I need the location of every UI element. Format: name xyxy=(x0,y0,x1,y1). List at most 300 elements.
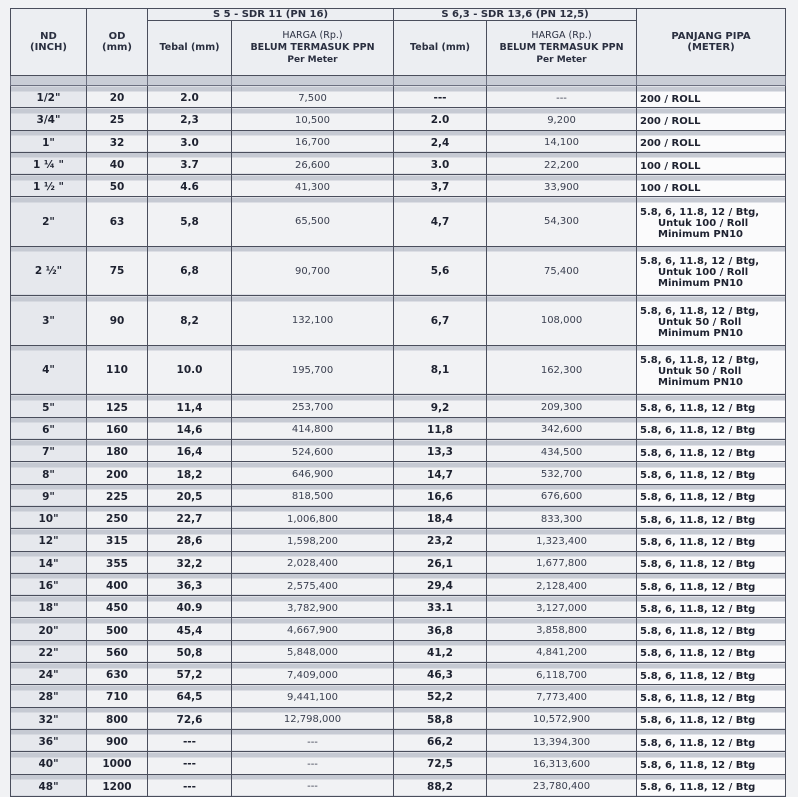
panjang-cell xyxy=(637,640,786,662)
harga-sdr11-cell xyxy=(232,618,394,640)
harga-sdr11-cell xyxy=(232,345,394,395)
harga-sdr13-cell xyxy=(487,685,637,707)
panjang-cell xyxy=(637,462,786,484)
header-tebal-2: Tebal (mm) xyxy=(394,21,487,76)
panjang-cell xyxy=(637,529,786,551)
panjang-lines xyxy=(640,133,785,149)
tebal-sdr13-cell-value: 66,2 xyxy=(427,736,453,749)
tebal-sdr13-cell xyxy=(394,296,487,346)
tebal-sdr11-cell-value: 18,2 xyxy=(176,468,203,481)
panjang-line: 200 / ROLL xyxy=(640,115,701,127)
table-row xyxy=(11,197,786,247)
tebal-sdr11-cell-value: 16,4 xyxy=(176,446,203,459)
harga-sdr11-cell xyxy=(232,529,394,551)
tebal-sdr13-cell xyxy=(394,729,487,751)
nd-cell xyxy=(11,551,87,573)
header-od-line1: OD xyxy=(108,31,126,42)
od-cell xyxy=(87,296,148,346)
panjang-cell xyxy=(637,573,786,595)
tebal-sdr11-cell-value: 5,8 xyxy=(180,215,199,228)
panjang-cell xyxy=(637,417,786,439)
harga-sdr13-cell xyxy=(487,484,637,506)
tebal-sdr13-cell xyxy=(394,108,487,130)
tebal-sdr11-cell-value: --- xyxy=(182,758,197,771)
tebal-sdr13-cell xyxy=(394,484,487,506)
panjang-lines xyxy=(640,688,785,704)
panjang-line: 5.8, 6, 11.8, 12 / Btg xyxy=(640,559,756,571)
tebal-sdr13-cell xyxy=(394,618,487,640)
header-nd-line2: (INCH) xyxy=(30,42,67,53)
nd-cell-value: 28" xyxy=(38,691,59,704)
panjang-cell xyxy=(637,551,786,573)
tebal-sdr13-cell xyxy=(394,506,487,528)
panjang-line: 5.8, 6, 11.8, 12 / Btg xyxy=(640,715,756,727)
header-od-line2: (mm) xyxy=(102,42,132,53)
tebal-sdr13-cell xyxy=(394,130,487,152)
tebal-sdr13-cell-value: 36,8 xyxy=(427,624,453,637)
nd-cell-value: 1 ½ " xyxy=(33,181,64,194)
panjang-line: 5.8, 6, 11.8, 12 / Btg xyxy=(640,737,756,749)
harga-sdr13-cell-value: 14,100 xyxy=(544,137,580,149)
od-cell-value: 355 xyxy=(106,557,128,570)
panjang-line: 5.8, 6, 11.8, 12 / Btg xyxy=(640,670,756,682)
panjang-line: 200 / ROLL xyxy=(640,138,701,150)
tebal-sdr13-cell-value: 9,2 xyxy=(430,401,450,414)
harga-sdr13-cell xyxy=(487,197,637,247)
tebal-sdr13-cell xyxy=(394,86,487,108)
panjang-line: 5.8, 6, 11.8, 12 / Btg xyxy=(640,581,756,593)
nd-cell xyxy=(11,596,87,618)
harga-sdr11-cell-value: 2,575,400 xyxy=(287,580,338,592)
tebal-sdr11-cell xyxy=(148,752,232,774)
harga-sdr13-cell-value: 3,858,800 xyxy=(536,625,587,637)
panjang-line: 5.8, 6, 11.8, 12 / Btg xyxy=(640,514,756,526)
tebal-sdr13-cell-value: 33.1 xyxy=(427,602,453,615)
nd-cell-value: 18" xyxy=(38,602,59,615)
panjang-line: Untuk 50 / Roll xyxy=(658,366,742,378)
od-cell-value: 200 xyxy=(106,468,128,481)
table-body xyxy=(11,76,786,797)
harga-sdr11-cell xyxy=(232,246,394,296)
harga-sdr11-cell-value: 12,798,000 xyxy=(283,714,342,726)
header-harga-2-line1: HARGA (Rp.) xyxy=(531,30,592,41)
harga-sdr11-cell xyxy=(232,551,394,573)
tebal-sdr13-cell xyxy=(394,440,487,462)
harga-sdr11-cell-value: --- xyxy=(307,781,318,793)
panjang-cell xyxy=(637,596,786,618)
harga-sdr11-cell xyxy=(232,152,394,174)
od-cell xyxy=(87,774,148,796)
harga-sdr11-cell-value: 16,700 xyxy=(295,137,330,149)
header-group-sdr13: S 6,3 - SDR 13,6 (PN 12,5) xyxy=(394,9,637,21)
panjang-cell xyxy=(637,663,786,685)
panjang-lines xyxy=(640,465,785,481)
nd-cell xyxy=(11,130,87,152)
harga-sdr13-cell-value: 6,118,700 xyxy=(536,669,587,681)
header-tebal-1: Tebal (mm) xyxy=(148,21,232,76)
tebal-sdr11-cell xyxy=(148,175,232,197)
harga-sdr13-cell-value: 434,500 xyxy=(540,446,583,458)
od-cell xyxy=(87,246,148,296)
tebal-sdr11-cell-value: 45,4 xyxy=(176,624,203,637)
tebal-sdr11-cell-value: 28,6 xyxy=(176,535,203,548)
nd-cell xyxy=(11,640,87,662)
panjang-cell xyxy=(637,246,786,296)
harga-sdr11-cell xyxy=(232,130,394,152)
tebal-sdr11-cell-value: 14,6 xyxy=(176,423,203,436)
tebal-sdr11-cell xyxy=(148,440,232,462)
tebal-sdr11-cell-value: --- xyxy=(182,780,197,793)
od-cell xyxy=(87,395,148,417)
nd-cell xyxy=(11,707,87,729)
harga-sdr11-cell-value: 2,028,400 xyxy=(287,558,338,570)
panjang-lines xyxy=(640,577,785,593)
panjang-line: 5.8, 6, 11.8, 12 / Btg xyxy=(640,492,756,504)
panjang-lines xyxy=(640,178,785,194)
nd-cell xyxy=(11,663,87,685)
od-cell-value: 90 xyxy=(109,314,125,327)
panjang-lines xyxy=(640,599,785,615)
tebal-sdr11-cell xyxy=(148,774,232,796)
table-row xyxy=(11,529,786,551)
table-row xyxy=(11,395,786,417)
harga-sdr13-cell xyxy=(487,707,637,729)
harga-sdr11-cell xyxy=(232,729,394,751)
nd-cell xyxy=(11,618,87,640)
header-harga-2-line3: Per Meter xyxy=(536,55,587,65)
harga-sdr13-cell xyxy=(487,618,637,640)
harga-sdr11-cell-value: 9,441,100 xyxy=(287,691,338,703)
od-cell-value: 800 xyxy=(106,713,128,726)
harga-sdr11-cell-value: 253,700 xyxy=(291,402,334,414)
table-row xyxy=(11,618,786,640)
tebal-sdr13-cell-value: 72,5 xyxy=(427,758,453,771)
harga-sdr11-cell xyxy=(232,86,394,108)
harga-sdr11-cell-value: 41,300 xyxy=(295,181,330,193)
nd-cell-value: 40" xyxy=(38,758,59,771)
panjang-lines xyxy=(640,487,785,503)
tebal-sdr13-cell xyxy=(394,596,487,618)
panjang-lines xyxy=(640,89,785,105)
nd-cell-value: 4" xyxy=(42,364,55,377)
harga-sdr11-cell xyxy=(232,417,394,439)
panjang-line: 5.8, 6, 11.8, 12 / Btg xyxy=(640,759,756,771)
tebal-sdr11-cell xyxy=(148,506,232,528)
od-cell xyxy=(87,175,148,197)
harga-sdr11-cell-value: 646,900 xyxy=(291,469,334,481)
tebal-sdr13-cell-value: 4,7 xyxy=(430,215,450,228)
panjang-line: 5.8, 6, 11.8, 12 / Btg, xyxy=(640,256,760,268)
nd-cell xyxy=(11,484,87,506)
tebal-sdr13-cell-value: 8,1 xyxy=(430,364,450,377)
nd-cell-value: 7" xyxy=(42,446,55,459)
harga-sdr13-cell xyxy=(487,152,637,174)
nd-cell xyxy=(11,417,87,439)
panjang-lines xyxy=(640,204,785,240)
panjang-line: 5.8, 6, 11.8, 12 / Btg xyxy=(640,648,756,660)
price-table-container xyxy=(10,8,785,797)
table-row xyxy=(11,462,786,484)
od-cell-value: 710 xyxy=(106,691,128,704)
panjang-line: 5.8, 6, 11.8, 12 / Btg xyxy=(640,692,756,704)
panjang-line: 5.8, 6, 11.8, 12 / Btg xyxy=(640,626,756,638)
harga-sdr11-cell-value: 818,500 xyxy=(291,491,334,503)
od-cell xyxy=(87,573,148,595)
harga-sdr11-cell-value: 1,006,800 xyxy=(287,513,338,525)
tebal-sdr13-cell xyxy=(394,640,487,662)
panjang-line: 5.8, 6, 11.8, 12 / Btg xyxy=(640,403,756,415)
tebal-sdr11-cell-value: 57,2 xyxy=(176,669,203,682)
harga-sdr13-cell xyxy=(487,506,637,528)
tebal-sdr13-cell-value: 3.0 xyxy=(430,159,450,172)
harga-sdr11-cell xyxy=(232,440,394,462)
od-cell xyxy=(87,417,148,439)
od-cell xyxy=(87,197,148,247)
tebal-sdr13-cell-value: 3,7 xyxy=(430,181,450,194)
harga-sdr13-cell-value: 33,900 xyxy=(544,181,580,193)
panjang-cell xyxy=(637,86,786,108)
tebal-sdr13-cell-value: 58,8 xyxy=(427,713,453,726)
header-harga-1-line3: Per Meter xyxy=(287,55,338,65)
table-row xyxy=(11,130,786,152)
od-cell-value: 1200 xyxy=(102,780,132,793)
od-cell xyxy=(87,484,148,506)
od-cell xyxy=(87,596,148,618)
harga-sdr11-cell-value: 7,409,000 xyxy=(287,669,338,681)
panjang-cell xyxy=(637,484,786,506)
table-row xyxy=(11,729,786,751)
price-table xyxy=(10,8,786,797)
harga-sdr13-cell xyxy=(487,395,637,417)
od-cell-value: 63 xyxy=(109,215,125,228)
od-cell xyxy=(87,152,148,174)
nd-cell xyxy=(11,729,87,751)
harga-sdr13-cell xyxy=(487,417,637,439)
tebal-sdr13-cell-value: 6,7 xyxy=(430,314,450,327)
header-harga-2 xyxy=(487,21,637,76)
harga-sdr13-cell-value: 833,300 xyxy=(540,513,583,525)
od-cell-value: 1000 xyxy=(102,758,132,771)
tebal-sdr11-cell xyxy=(148,529,232,551)
harga-sdr13-cell xyxy=(487,130,637,152)
od-cell xyxy=(87,707,148,729)
header-nd-line1: ND xyxy=(40,31,57,42)
panjang-cell xyxy=(637,774,786,796)
header-harga-2-line2: BELUM TERMASUK PPN xyxy=(499,42,624,53)
panjang-line: 5.8, 6, 11.8, 12 / Btg xyxy=(640,536,756,548)
harga-sdr11-cell xyxy=(232,506,394,528)
harga-sdr11-cell-value: 195,700 xyxy=(291,364,334,376)
od-cell-value: 160 xyxy=(106,423,128,436)
table-row xyxy=(11,752,786,774)
panjang-line: 5.8, 6, 11.8, 12 / Btg, xyxy=(640,355,760,367)
nd-cell-value: 22" xyxy=(38,646,59,659)
tebal-sdr11-cell-value: 3.7 xyxy=(180,159,199,172)
panjang-line: 100 / ROLL xyxy=(640,160,701,172)
tebal-sdr13-cell-value: 29,4 xyxy=(427,580,453,592)
panjang-line: Untuk 50 / Roll xyxy=(658,316,742,328)
table-row xyxy=(11,484,786,506)
harga-sdr13-cell-value: --- xyxy=(556,92,567,104)
tebal-sdr11-cell-value: 10.0 xyxy=(176,364,203,377)
nd-cell-value: 2 ½" xyxy=(34,265,63,278)
tebal-sdr11-cell-value: 6,8 xyxy=(180,265,199,278)
table-row xyxy=(11,551,786,573)
table-row xyxy=(11,596,786,618)
tebal-sdr13-cell xyxy=(394,417,487,439)
panjang-cell xyxy=(637,685,786,707)
od-cell xyxy=(87,729,148,751)
tebal-sdr13-cell-value: --- xyxy=(433,92,447,105)
harga-sdr13-cell-value: 3,127,000 xyxy=(536,602,587,614)
od-cell-value: 32 xyxy=(109,136,125,149)
tebal-sdr11-cell xyxy=(148,729,232,751)
tebal-sdr13-cell-value: 46,3 xyxy=(427,669,453,682)
panjang-cell xyxy=(637,197,786,247)
panjang-cell xyxy=(637,152,786,174)
od-cell-value: 450 xyxy=(106,602,128,615)
tebal-sdr11-cell xyxy=(148,197,232,247)
nd-cell-value: 48" xyxy=(38,780,59,793)
tebal-sdr11-cell-value: 22,7 xyxy=(176,513,203,526)
tebal-sdr11-cell-value: 32,2 xyxy=(176,557,203,570)
panjang-lines xyxy=(640,532,785,548)
header-spacer-row xyxy=(11,76,786,86)
panjang-line: 5.8, 6, 11.8, 12 / Btg, xyxy=(640,305,760,317)
tebal-sdr11-cell-value: 4.6 xyxy=(180,181,199,194)
harga-sdr13-cell-value: 162,300 xyxy=(540,364,583,376)
panjang-cell xyxy=(637,729,786,751)
tebal-sdr13-cell-value: 11,8 xyxy=(427,423,453,436)
tebal-sdr13-cell xyxy=(394,774,487,796)
od-cell-value: 400 xyxy=(106,580,128,592)
harga-sdr13-cell xyxy=(487,573,637,595)
od-cell-value: 125 xyxy=(106,401,128,414)
od-cell xyxy=(87,685,148,707)
table-row xyxy=(11,685,786,707)
panjang-lines xyxy=(640,398,785,414)
nd-cell xyxy=(11,506,87,528)
panjang-cell xyxy=(637,108,786,130)
tebal-sdr13-cell xyxy=(394,175,487,197)
harga-sdr13-cell xyxy=(487,596,637,618)
od-cell xyxy=(87,108,148,130)
nd-cell xyxy=(11,152,87,174)
harga-sdr11-cell-value: 7,500 xyxy=(298,92,327,104)
header-group-sdr11: S 5 - SDR 11 (PN 16) xyxy=(148,9,394,21)
od-cell-value: 25 xyxy=(109,114,125,127)
harga-sdr11-cell-value: --- xyxy=(307,736,318,748)
header-panjang xyxy=(637,9,786,76)
nd-cell-value: 9" xyxy=(42,490,55,503)
harga-sdr13-cell xyxy=(487,640,637,662)
od-cell-value: 50 xyxy=(109,181,125,194)
harga-sdr11-cell-value: 414,800 xyxy=(291,424,334,436)
harga-sdr13-cell-value: 2,128,400 xyxy=(536,580,587,592)
tebal-sdr11-cell xyxy=(148,640,232,662)
table-row xyxy=(11,506,786,528)
panjang-line: 5.8, 6, 11.8, 12 / Btg xyxy=(640,447,756,459)
panjang-cell xyxy=(637,506,786,528)
tebal-sdr13-cell xyxy=(394,529,487,551)
od-cell xyxy=(87,506,148,528)
table-row xyxy=(11,246,786,296)
tebal-sdr13-cell-value: 41,2 xyxy=(427,646,453,659)
harga-sdr13-cell-value: 1,323,400 xyxy=(536,535,587,547)
harga-sdr13-cell xyxy=(487,462,637,484)
tebal-sdr13-cell xyxy=(394,395,487,417)
panjang-cell xyxy=(637,395,786,417)
panjang-cell xyxy=(637,440,786,462)
header-od xyxy=(87,9,148,76)
harga-sdr13-cell xyxy=(487,774,637,796)
tebal-sdr11-cell-value: 36,3 xyxy=(176,580,203,592)
table-row xyxy=(11,345,786,395)
harga-sdr13-cell-value: 10,572,900 xyxy=(532,714,591,726)
tebal-sdr13-cell xyxy=(394,752,487,774)
harga-sdr13-cell-value: 13,394,300 xyxy=(532,736,591,748)
nd-cell xyxy=(11,440,87,462)
tebal-sdr11-cell xyxy=(148,685,232,707)
panjang-cell xyxy=(637,345,786,395)
tebal-sdr11-cell-value: 2.0 xyxy=(180,92,199,105)
tebal-sdr13-cell-value: 16,6 xyxy=(427,490,453,503)
panjang-line: 5.8, 6, 11.8, 12 / Btg xyxy=(640,470,756,482)
harga-sdr13-cell-value: 1,677,800 xyxy=(536,558,587,570)
panjang-lines xyxy=(640,643,785,659)
panjang-lines xyxy=(640,733,785,749)
tebal-sdr11-cell xyxy=(148,484,232,506)
harga-sdr13-cell xyxy=(487,551,637,573)
tebal-sdr11-cell-value: 72,6 xyxy=(176,713,203,726)
harga-sdr11-cell-value: 26,600 xyxy=(295,159,330,171)
tebal-sdr11-cell xyxy=(148,395,232,417)
harga-sdr13-cell-value: 209,300 xyxy=(540,402,583,414)
harga-sdr11-cell xyxy=(232,462,394,484)
nd-cell xyxy=(11,529,87,551)
panjang-line: 5.8, 6, 11.8, 12 / Btg xyxy=(640,603,756,615)
nd-cell xyxy=(11,573,87,595)
harga-sdr11-cell-value: --- xyxy=(307,758,318,770)
od-cell xyxy=(87,130,148,152)
panjang-line: Untuk 100 / Roll xyxy=(658,267,749,279)
od-cell-value: 250 xyxy=(106,513,128,526)
nd-cell xyxy=(11,752,87,774)
table-row xyxy=(11,440,786,462)
tebal-sdr13-cell-value: 26,1 xyxy=(427,557,453,570)
nd-cell xyxy=(11,86,87,108)
nd-cell-value: 24" xyxy=(38,669,59,682)
harga-sdr13-cell-value: 532,700 xyxy=(540,469,583,481)
od-cell-value: 180 xyxy=(106,446,128,459)
panjang-line: 5.8, 6, 11.8, 12 / Btg xyxy=(640,782,756,794)
tebal-sdr11-cell xyxy=(148,152,232,174)
panjang-lines xyxy=(640,621,785,637)
panjang-lines xyxy=(640,710,785,726)
nd-cell-value: 6" xyxy=(42,423,55,436)
header-panjang-line1: PANJANG PIPA xyxy=(671,31,751,42)
tebal-sdr11-cell xyxy=(148,596,232,618)
nd-cell xyxy=(11,685,87,707)
harga-sdr13-cell xyxy=(487,175,637,197)
tebal-sdr11-cell-value: 3.0 xyxy=(180,136,199,149)
tebal-sdr11-cell-value: 11,4 xyxy=(176,401,203,414)
od-cell-value: 225 xyxy=(106,490,128,503)
header-harga-1-line1: HARGA (Rp.) xyxy=(282,30,343,41)
tebal-sdr13-cell xyxy=(394,462,487,484)
harga-sdr13-cell xyxy=(487,345,637,395)
tebal-sdr13-cell xyxy=(394,573,487,595)
